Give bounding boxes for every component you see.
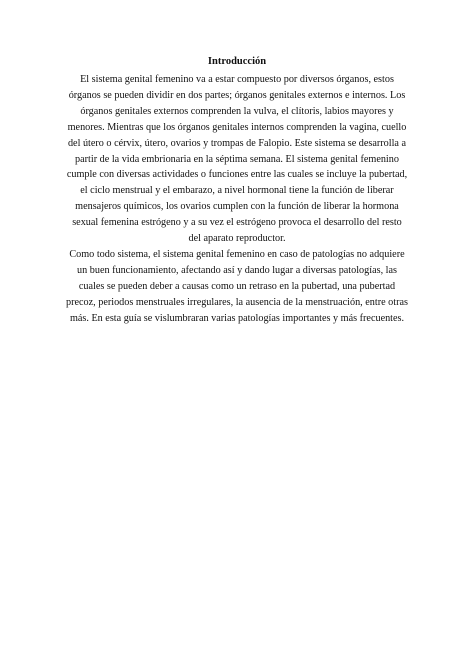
document-title: Introducción xyxy=(207,56,267,67)
paragraph-intro: El sistema genital femenino va a estar compuesto por diversos órganos, estos órganos se pueden dividir en dos partes; órganos genitales externos e internos. Los órganos genitales externos comprenden la vulva, el clítoris, labios mayores y menores. Mientras que los órganos genitales internos comprenden la vagina, cuello del útero o cérvix, útero, ovarios y trompas de Falopio. Este sistema se desarrolla a partir de la vida embrionaria en la séptima semana. El sistema genital femenino cumple con diversas actividades o funciones entre las cuales se incluye la pubertad, el ciclo menstrual y el embarazo, a nivel hormonal tiene la función de liberar mensajeros químicos, los ovarios cumplen con la función de liberar la hormona sexual femenina estrógeno y a su vez el estrógeno provoca el desarrollo del resto del aparato reproductor. xyxy=(66,74,408,245)
paragraph-pathologies: Como todo sistema, el sistema genital femenino en caso de patologías no adquiere un buen funcionamiento, afectando así y dando lugar a diversas patologías, las cuales se pueden deber a causas como un retraso en la pubertad, una pubertad precoz, periodos menstruales irregulares, la ausencia de la menstruación, entre otras más. En esta guía se vislumbraran varias patologías importantes y más frecuentes. xyxy=(66,249,408,324)
